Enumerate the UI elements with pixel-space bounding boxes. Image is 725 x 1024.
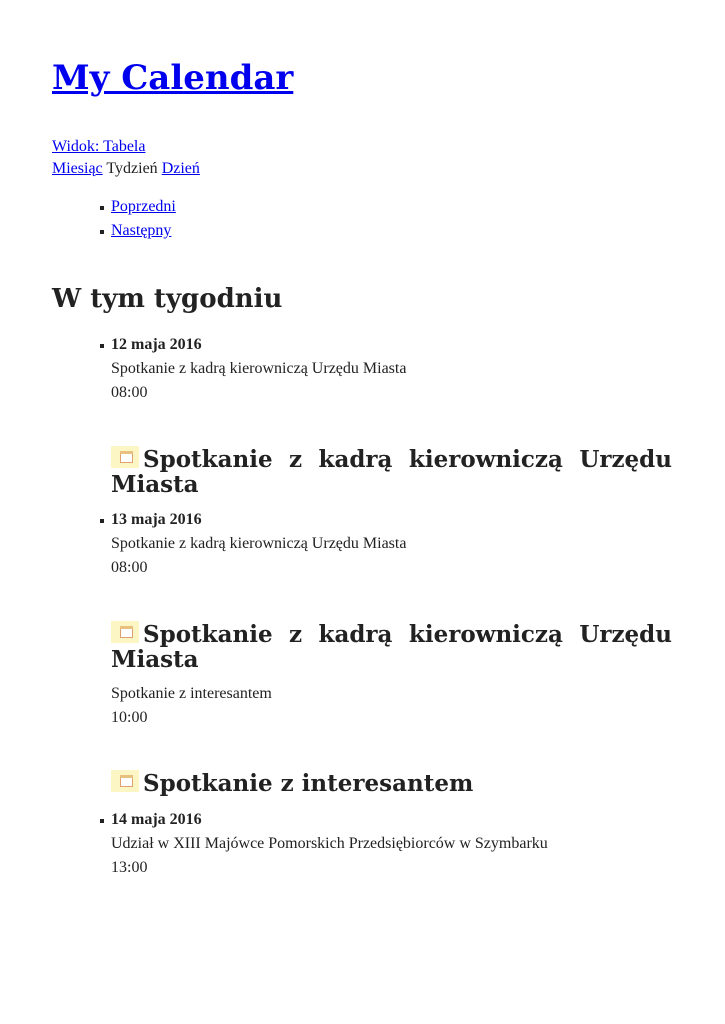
pagination-nav [52,195,176,243]
event-title-text: Spotkanie z kadrą kierowniczą Urzędu Miasta [111,446,672,498]
day-group [52,333,672,405]
view-switcher [52,136,145,158]
next-link[interactable]: Następny [111,222,172,239]
period-switcher [52,158,200,180]
calendar-icon [111,770,139,792]
day-date: 12 maja 2016 [52,333,672,357]
prev-item [52,195,176,219]
prev-link[interactable]: Poprzedni [111,198,176,215]
next-item [52,219,176,243]
month-link[interactable]: Miesiąc [52,160,103,177]
event-name[interactable]: Spotkanie z kadrą kierowniczą Urzędu Miasta [111,360,407,377]
site-title-link[interactable]: My Calendar [52,58,294,98]
event-time: 08:00 [111,384,148,401]
event-name[interactable]: Spotkanie z interesantem [111,685,272,702]
site-title [52,58,293,98]
view-format-link[interactable]: Widok: Tabela [52,138,146,155]
day-link[interactable]: Dzień [161,160,200,177]
event-name[interactable]: Udział w XIII Majówce Pomorskich Przedsiębiorców w Szymbarku [111,835,548,852]
event-time: 13:00 [111,859,148,876]
day-date: 13 maja 2016 [52,508,672,532]
week-label: Tydzień [106,160,158,177]
event-title-text: Spotkanie z interesantem [143,770,474,797]
calendar-icon [111,446,139,468]
event-time: 10:00 [111,709,148,726]
event-detail [52,770,672,796]
event-name[interactable]: Spotkanie z kadrą kierowniczą Urzędu Miasta [111,535,407,552]
event-detail [52,446,672,497]
calendar-icon [111,621,139,643]
event-title [52,621,672,672]
day-date: 14 maja 2016 [52,808,672,832]
event-title [52,770,672,796]
day-group [52,508,672,580]
event-time: 08:00 [111,559,148,576]
event-title-text: Spotkanie z kadrą kierowniczą Urzędu Miasta [111,621,672,673]
event-title [52,446,672,497]
section-title: W tym tygodniu [52,284,283,314]
event-item [52,682,672,730]
event-detail [52,621,672,672]
day-group [52,808,672,880]
